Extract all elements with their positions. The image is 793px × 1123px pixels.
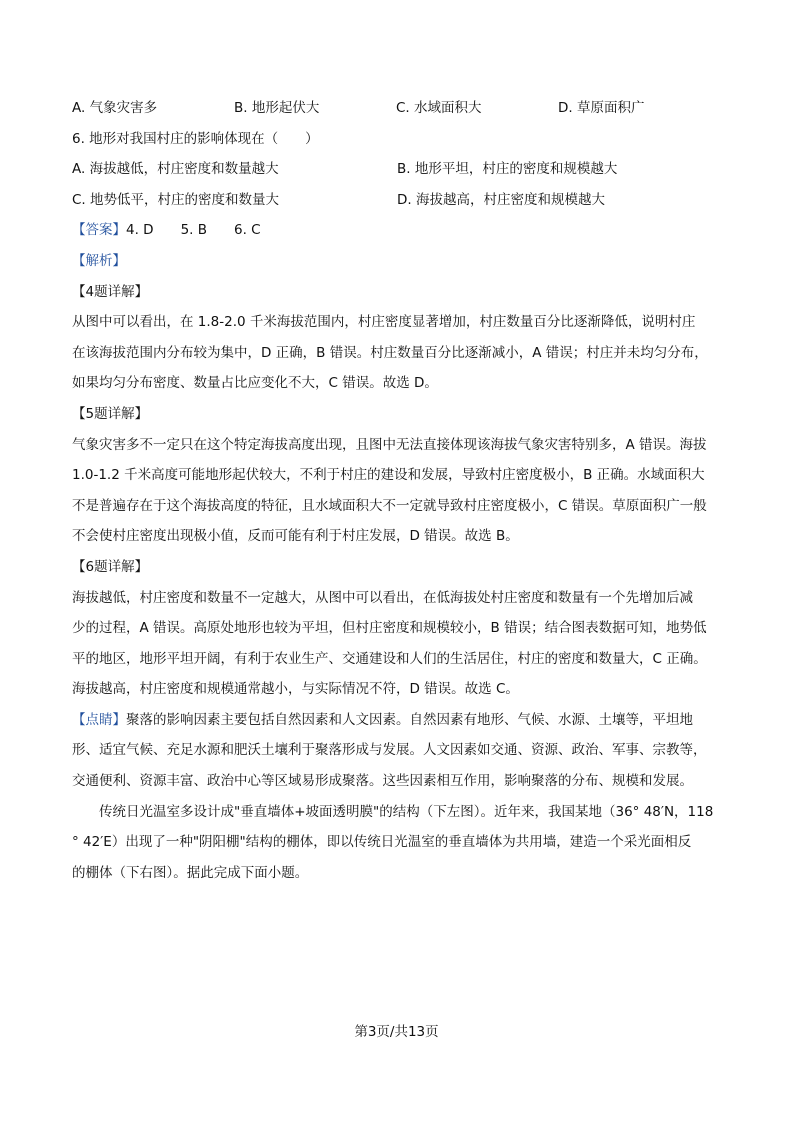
- detail-4-line: 在该海拔范围内分布较为集中，D 正确，B 错误。村庄数量百分比逐渐减小，A 错误；村庄并未均匀分布，: [72, 344, 708, 361]
- answer-text: 4. D 5. B 6. C: [126, 222, 261, 239]
- option-a: A. 气象灾害多: [72, 100, 158, 116]
- option-c: C. 水域面积大: [396, 100, 482, 116]
- q6-option-c: C. 地势低平，村庄的密度和数量大: [72, 191, 280, 208]
- q6-option-d: D. 海拔越高，村庄密度和规模越大: [397, 191, 605, 208]
- detail-6-line: 少的过程，A 错误。高原处地形也较为平坦，但村庄密度和规模较小，B 错误；结合图表数据可知，地势低: [72, 620, 707, 637]
- page-number: 第3页/共13页: [354, 1024, 439, 1040]
- answer-tag: 【答案】: [72, 222, 126, 239]
- detail-5-line: 气象灾害多不一定只在这个特定海拔高度出现，且图中无法直接体现该海拔气象灾害特别多，A 错误。海拔: [72, 436, 707, 453]
- question-6-stem: 6. 地形对我国村庄的影响体现在（ ）: [72, 130, 319, 147]
- note-tag: 【点睛】: [72, 711, 126, 728]
- detail-5-line: 不是普遍存在于这个海拔高度的特征，且水域面积大不一定就导致村庄密度极小，C 错误。草原面积广一般: [72, 497, 707, 514]
- detail-5-heading: 【5题详解】: [72, 405, 149, 422]
- answer-line: [72, 215, 722, 246]
- detail-5-line: 1.0-1.2 千米高度可能地形起伏较大，不利于村庄的建设和发展，导致村庄密度极小，B 正确。水域面积大: [72, 467, 705, 484]
- detail-4-heading: 【4题详解】: [72, 283, 149, 300]
- note-line: 交通便利、资源丰富、政治中心等区域易形成聚落。这些因素相互作用，影响聚落的分布、规模和发展。: [72, 773, 693, 790]
- analysis-line: [72, 246, 722, 277]
- detail-6-line: 海拔越高，村庄密度和规模通常越小，与实际情况不符，D 错误。故选 C。: [72, 681, 519, 698]
- intro-line: 传统日光温室多设计成"垂直墙体+坡面透明膜"的结构（下左图）。近年来，我国某地（36° 48′N，118: [99, 803, 714, 820]
- document-body: [72, 93, 722, 888]
- detail-6-line: 海拔越低，村庄密度和数量不一定越大，从图中可以看出，在低海拔处村庄密度和数量有一个先增加后减: [72, 589, 693, 606]
- detail-5-line: 不会使村庄密度出现极小值，反而可能有利于村庄发展，D 错误。故选 B。: [72, 528, 519, 545]
- q6-options-row-2: [72, 185, 722, 216]
- q6-options-row-1: [72, 154, 722, 185]
- option-b: B. 地形起伏大: [234, 100, 320, 116]
- option-d: D. 草原面积广: [558, 100, 645, 116]
- intro-line: 的棚体（下右图）。据此完成下面小题。: [72, 864, 309, 881]
- q6-option-b: B. 地形平坦，村庄的密度和规模越大: [397, 161, 618, 178]
- note-text: 聚落的影响因素主要包括自然因素和人文因素。自然因素有地形、气候、水源、土壤等，平坦地: [126, 711, 693, 728]
- note-line: [72, 705, 722, 736]
- q6-option-a: A. 海拔越低，村庄密度和数量越大: [72, 161, 279, 178]
- detail-4-line: 从图中可以看出，在 1.8-2.0 千米海拔范围内，村庄密度显著增加，村庄数量百分比逐渐降低，说明村庄: [72, 314, 696, 331]
- q5-options-row: [72, 93, 722, 124]
- analysis-tag: 【解析】: [72, 252, 126, 269]
- detail-4-line: 如果均匀分布密度、数量占比应变化不大，C 错误。故选 D。: [72, 375, 438, 392]
- intro-line: ° 42′E）出现了一种"阴阳棚"结构的棚体，即以传统日光温室的垂直墙体为共用墙，建造一个采光面相反: [72, 834, 692, 851]
- note-line: 形、适宜气候、充足水源和肥沃土壤利于聚落形成与发展。人文因素如交通、资源、政治、军事、宗教等，: [72, 742, 707, 759]
- detail-6-line: 平的地区，地形平坦开阔，有利于农业生产、交通建设和人们的生活居住，村庄的密度和数量大，C 正确。: [72, 650, 707, 667]
- detail-6-heading: 【6题详解】: [72, 558, 149, 575]
